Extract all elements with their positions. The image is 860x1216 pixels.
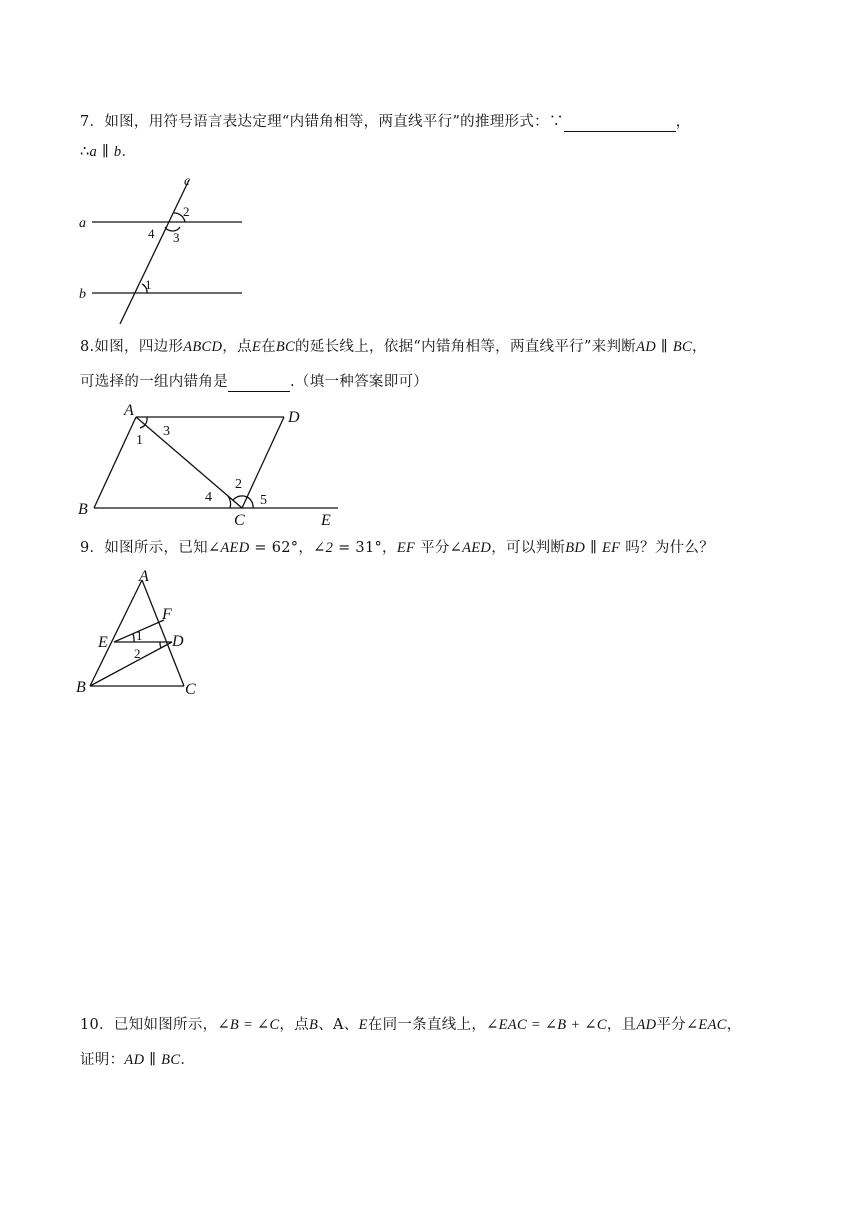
q7-text: 如图，用符号语言表达定理“内错角相等，两直线平行”的推理形式：∵ (104, 114, 564, 130)
label-angle-3: 3 (173, 230, 180, 245)
label-angle-1: 1 (145, 277, 152, 292)
q8-line1: 8.如图，四边形ABCD，点E在BC的延长线上，依据“内错角相等，两直线平行”来判断AD ∥ BC， (80, 339, 707, 355)
side-AB (94, 417, 136, 508)
q7-answer-blank[interactable] (564, 115, 676, 132)
q8-figure (72, 398, 352, 530)
label-angle-2: 2 (134, 646, 141, 661)
label-D: D (172, 633, 184, 650)
label-B: B (78, 501, 88, 518)
label-angle-1: 1 (136, 628, 143, 643)
q9-figure (72, 566, 212, 702)
label-F: F (162, 606, 172, 623)
angle-5-arc (247, 497, 253, 508)
label-angle-1: 1 (136, 433, 143, 448)
label-angle-2: 2 (235, 477, 242, 492)
line-c (120, 180, 189, 324)
angle-2-arc (233, 496, 247, 500)
q7-figure (70, 170, 260, 330)
label-E: E (321, 512, 331, 529)
label-angle-3: 3 (163, 424, 170, 439)
q7-line2: ∴a ∥ b． (80, 144, 137, 160)
label-C: C (234, 512, 245, 529)
label-angle-4: 4 (148, 226, 155, 241)
label-A: A (139, 568, 149, 585)
angle-3-arc (145, 417, 147, 425)
q9-line1: 9．如图所示，已知∠AED = 62°，∠2 = 31°，EF 平分∠AED，可以判断BD ∥ EF 吗？为什么？ (80, 540, 715, 556)
angle-2-arc (160, 642, 161, 648)
label-E: E (98, 634, 108, 651)
q7-line1: 7．如图，用符号语言表达定理“内错角相等，两直线平行”的推理形式：∵ ， (80, 114, 691, 130)
q10-line2: 证明：AD ∥ BC． (80, 1052, 196, 1068)
angle-1-arc (140, 425, 145, 428)
q8-answer-blank[interactable] (228, 375, 290, 392)
label-b: b (79, 287, 86, 302)
label-C: C (185, 681, 196, 698)
q7-number: 7． (80, 114, 105, 130)
label-angle-2: 2 (183, 204, 190, 219)
label-c: c (184, 174, 191, 189)
label-angle-4: 4 (205, 490, 212, 505)
label-A: A (124, 402, 134, 419)
label-B: B (76, 679, 86, 696)
diagonal-AC (136, 417, 242, 508)
q8-line2: 可选择的一组内错角是 .（填一种答案即可） (80, 374, 429, 390)
q10-line1: 10．已知如图所示，∠B = ∠C，点B、A、E在同一条直线上，∠EAC = ∠B + ∠C，且AD平分∠EAC， (80, 1017, 742, 1033)
angle-1-arc (133, 634, 134, 642)
label-angle-5: 5 (260, 493, 267, 508)
label-D: D (288, 409, 300, 426)
label-a: a (79, 216, 86, 231)
